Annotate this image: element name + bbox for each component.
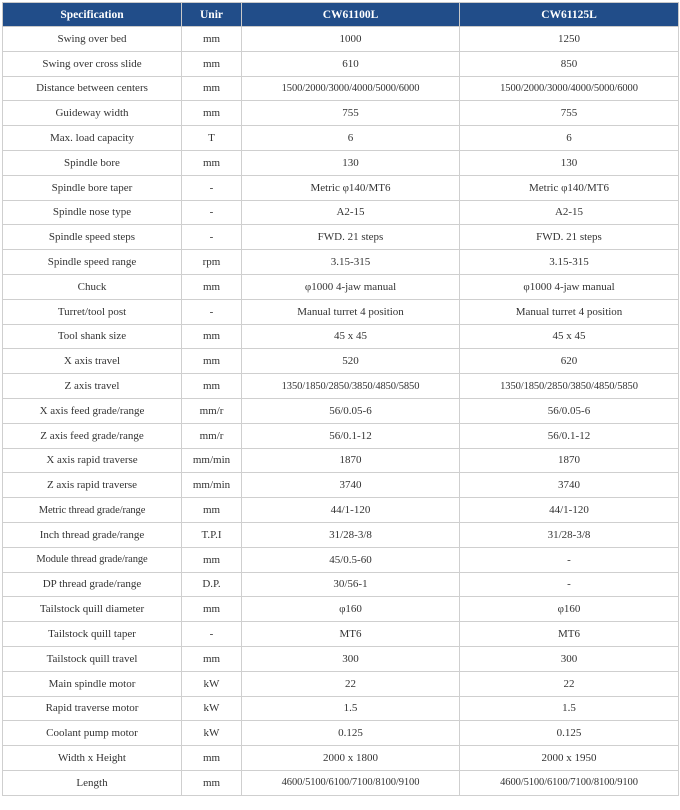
table-row <box>3 27 679 52</box>
unit-cell: kW <box>182 696 242 721</box>
spec-name-cell: Length <box>3 770 182 795</box>
table-row <box>3 498 679 523</box>
unit-cell: mm <box>182 51 242 76</box>
unit-cell: kW <box>182 721 242 746</box>
spec-name-cell: Module thread grade/range <box>3 547 182 572</box>
spec-name-cell: Rapid traverse motor <box>3 696 182 721</box>
table-row <box>3 150 679 175</box>
cw61125l-value-cell: 0.125 <box>460 721 679 746</box>
unit-cell: - <box>182 200 242 225</box>
spec-name-cell: Z axis feed grade/range <box>3 423 182 448</box>
table-row <box>3 175 679 200</box>
spec-name-cell: Distance between centers <box>3 76 182 101</box>
cw61125l-value-cell: 850 <box>460 51 679 76</box>
spec-name-cell: Metric thread grade/range <box>3 498 182 523</box>
cw61125l-value-cell: 45 x 45 <box>460 324 679 349</box>
table-row <box>3 126 679 151</box>
cw61125l-value-cell: 3740 <box>460 473 679 498</box>
unit-cell: - <box>182 299 242 324</box>
spec-name-cell: X axis rapid traverse <box>3 448 182 473</box>
cw61100l-value-cell: FWD. 21 steps <box>242 225 460 250</box>
cw61100l-value-cell: 1.5 <box>242 696 460 721</box>
spec-name-cell: Max. load capacity <box>3 126 182 151</box>
unit-cell: mm <box>182 101 242 126</box>
cw61125l-value-cell: 620 <box>460 349 679 374</box>
cw61100l-value-cell: 56/0.05-6 <box>242 398 460 423</box>
spec-name-cell: Tailstock quill taper <box>3 622 182 647</box>
cw61100l-value-cell: 45/0.5-60 <box>242 547 460 572</box>
unit-cell: - <box>182 175 242 200</box>
cw61100l-value-cell: 0.125 <box>242 721 460 746</box>
spec-name-cell: Spindle nose type <box>3 200 182 225</box>
cw61125l-value-cell: 31/28-3/8 <box>460 522 679 547</box>
cw61125l-value-cell: FWD. 21 steps <box>460 225 679 250</box>
cw61100l-value-cell: 3.15-315 <box>242 250 460 275</box>
cw61100l-value-cell: 45 x 45 <box>242 324 460 349</box>
spec-name-cell: Spindle speed steps <box>3 225 182 250</box>
unit-cell: mm <box>182 274 242 299</box>
table-row <box>3 349 679 374</box>
spec-name-cell: Spindle bore <box>3 150 182 175</box>
header-specification: Specification <box>3 3 182 27</box>
table-row <box>3 76 679 101</box>
spec-name-cell: DP thread grade/range <box>3 572 182 597</box>
cw61125l-value-cell: 44/1-120 <box>460 498 679 523</box>
unit-cell: D.P. <box>182 572 242 597</box>
table-row <box>3 398 679 423</box>
header-unit: Unir <box>182 3 242 27</box>
table-row <box>3 250 679 275</box>
unit-cell: T <box>182 126 242 151</box>
cw61100l-value-cell: 22 <box>242 671 460 696</box>
cw61100l-value-cell: 1350/1850/2850/3850/4850/5850 <box>242 374 460 399</box>
table-row <box>3 622 679 647</box>
spec-name-cell: X axis travel <box>3 349 182 374</box>
cw61100l-value-cell: 610 <box>242 51 460 76</box>
header-model-cw61100l: CW61100L <box>242 3 460 27</box>
cw61125l-value-cell: A2-15 <box>460 200 679 225</box>
cw61125l-value-cell: 1350/1850/2850/3850/4850/5850 <box>460 374 679 399</box>
cw61100l-value-cell: φ160 <box>242 597 460 622</box>
table-row <box>3 274 679 299</box>
cw61125l-value-cell: 6 <box>460 126 679 151</box>
spec-name-cell: X axis feed grade/range <box>3 398 182 423</box>
unit-cell: kW <box>182 671 242 696</box>
cw61125l-value-cell: 1250 <box>460 27 679 52</box>
spec-name-cell: Swing over bed <box>3 27 182 52</box>
cw61125l-value-cell: 1.5 <box>460 696 679 721</box>
spec-name-cell: Main spindle motor <box>3 671 182 696</box>
spec-name-cell: Guideway width <box>3 101 182 126</box>
cw61125l-value-cell: 130 <box>460 150 679 175</box>
unit-cell: mm/r <box>182 423 242 448</box>
table-row <box>3 696 679 721</box>
cw61100l-value-cell: 130 <box>242 150 460 175</box>
cw61100l-value-cell: 44/1-120 <box>242 498 460 523</box>
unit-cell: mm/min <box>182 473 242 498</box>
unit-cell: mm/r <box>182 398 242 423</box>
unit-cell: mm <box>182 374 242 399</box>
cw61125l-value-cell: MT6 <box>460 622 679 647</box>
unit-cell: mm <box>182 76 242 101</box>
table-row <box>3 448 679 473</box>
cw61125l-value-cell: 1500/2000/3000/4000/5000/6000 <box>460 76 679 101</box>
cw61125l-value-cell: Manual turret 4 position <box>460 299 679 324</box>
cw61125l-value-cell: 2000 x 1950 <box>460 746 679 771</box>
table-row <box>3 770 679 795</box>
cw61125l-value-cell: 56/0.05-6 <box>460 398 679 423</box>
cw61100l-value-cell: 30/56-1 <box>242 572 460 597</box>
spec-name-cell: Tailstock quill diameter <box>3 597 182 622</box>
table-row <box>3 299 679 324</box>
table-row <box>3 200 679 225</box>
cw61125l-value-cell: φ1000 4-jaw manual <box>460 274 679 299</box>
unit-cell: T.P.I <box>182 522 242 547</box>
unit-cell: rpm <box>182 250 242 275</box>
unit-cell: mm <box>182 597 242 622</box>
table-row <box>3 225 679 250</box>
spec-name-cell: Turret/tool post <box>3 299 182 324</box>
cw61100l-value-cell: 300 <box>242 646 460 671</box>
cw61100l-value-cell: A2-15 <box>242 200 460 225</box>
spec-name-cell: Inch thread grade/range <box>3 522 182 547</box>
specification-table <box>2 2 679 796</box>
cw61100l-value-cell: MT6 <box>242 622 460 647</box>
header-model-cw61125l: CW61125L <box>460 3 679 27</box>
cw61100l-value-cell: 755 <box>242 101 460 126</box>
table-row <box>3 522 679 547</box>
table-row <box>3 721 679 746</box>
table-row <box>3 423 679 448</box>
spec-name-cell: Z axis travel <box>3 374 182 399</box>
table-row <box>3 671 679 696</box>
table-body <box>3 27 679 796</box>
cw61100l-value-cell: 4600/5100/6100/7100/8100/9100 <box>242 770 460 795</box>
unit-cell: mm <box>182 746 242 771</box>
spec-name-cell: Tailstock quill travel <box>3 646 182 671</box>
unit-cell: - <box>182 622 242 647</box>
spec-name-cell: Swing over cross slide <box>3 51 182 76</box>
spec-name-cell: Tool shank size <box>3 324 182 349</box>
cw61100l-value-cell: 6 <box>242 126 460 151</box>
cw61100l-value-cell: 1000 <box>242 27 460 52</box>
unit-cell: mm <box>182 150 242 175</box>
cw61125l-value-cell: 755 <box>460 101 679 126</box>
unit-cell: mm/min <box>182 448 242 473</box>
table-row <box>3 473 679 498</box>
cw61125l-value-cell: 4600/5100/6100/7100/8100/9100 <box>460 770 679 795</box>
table-row <box>3 746 679 771</box>
cw61100l-value-cell: φ1000 4-jaw manual <box>242 274 460 299</box>
unit-cell: mm <box>182 324 242 349</box>
table-row <box>3 374 679 399</box>
cw61125l-value-cell: 300 <box>460 646 679 671</box>
unit-cell: mm <box>182 547 242 572</box>
cw61125l-value-cell: 56/0.1-12 <box>460 423 679 448</box>
cw61100l-value-cell: 2000 x 1800 <box>242 746 460 771</box>
cw61100l-value-cell: 520 <box>242 349 460 374</box>
spec-name-cell: Chuck <box>3 274 182 299</box>
cw61125l-value-cell: 22 <box>460 671 679 696</box>
cw61125l-value-cell: 1870 <box>460 448 679 473</box>
cw61125l-value-cell: 3.15-315 <box>460 250 679 275</box>
table-row <box>3 324 679 349</box>
cw61100l-value-cell: 31/28-3/8 <box>242 522 460 547</box>
cw61100l-value-cell: 3740 <box>242 473 460 498</box>
spec-name-cell: Spindle speed range <box>3 250 182 275</box>
table-header-row <box>3 3 679 27</box>
spec-name-cell: Z axis rapid traverse <box>3 473 182 498</box>
table-row <box>3 51 679 76</box>
cw61100l-value-cell: Manual turret 4 position <box>242 299 460 324</box>
cw61125l-value-cell: - <box>460 572 679 597</box>
cw61100l-value-cell: 1500/2000/3000/4000/5000/6000 <box>242 76 460 101</box>
cw61100l-value-cell: Metric φ140/MT6 <box>242 175 460 200</box>
table-row <box>3 597 679 622</box>
unit-cell: mm <box>182 770 242 795</box>
unit-cell: mm <box>182 27 242 52</box>
spec-name-cell: Width x Height <box>3 746 182 771</box>
unit-cell: - <box>182 225 242 250</box>
spec-name-cell: Spindle bore taper <box>3 175 182 200</box>
spec-name-cell: Coolant pump motor <box>3 721 182 746</box>
cw61125l-value-cell: φ160 <box>460 597 679 622</box>
unit-cell: mm <box>182 646 242 671</box>
table-row <box>3 101 679 126</box>
unit-cell: mm <box>182 349 242 374</box>
cw61100l-value-cell: 56/0.1-12 <box>242 423 460 448</box>
table-row <box>3 572 679 597</box>
unit-cell: mm <box>182 498 242 523</box>
cw61100l-value-cell: 1870 <box>242 448 460 473</box>
table-row <box>3 646 679 671</box>
cw61125l-value-cell: Metric φ140/MT6 <box>460 175 679 200</box>
table-row <box>3 547 679 572</box>
cw61125l-value-cell: - <box>460 547 679 572</box>
